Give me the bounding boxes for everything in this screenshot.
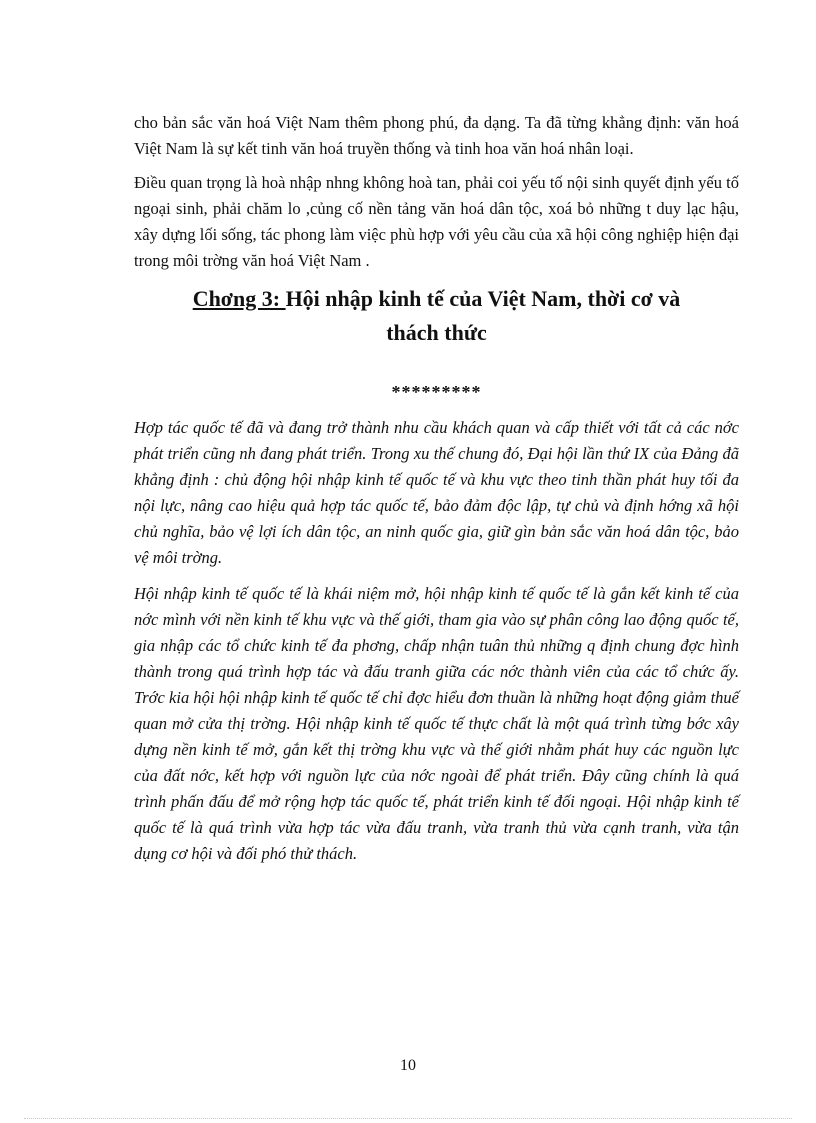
chapter-heading [134,282,739,350]
chapter-label: Chơng 3: [192,286,286,311]
page-content [134,110,739,877]
chapter-title-line-2: thách thức [386,320,487,345]
section-separator: ********* [391,382,482,402]
chapter-title-line-1: Hội nhập kinh tế của Việt Nam, thời cơ và [285,286,681,311]
page-number: 10 [400,1057,416,1074]
intro-paragraph-2: Điều quan trọng là hoà nhập nhng không hoà tan, phải coi yếu tố nội sinh quyết định yếu tố ngoại sinh, phải chăm lo ,củng cố nền tảng văn hoá dân tộc, xoá bỏ những t duy lạc hậu, xây dựng lối sống, tác phong làm việc phù hợp với yêu cầu của xã hội công nghiệp hiện đại trong môi trờng văn hoá Việt Nam . [134,173,739,270]
body-paragraph-2: Hội nhập kinh tế quốc tế là khái niệm mở, hội nhập kinh tế quốc tế là gắn kết kinh tế của nớc mình với nền kinh tế khu vực và thế giới, tham gia vào sự phân công lao động quốc tế, gia nhập các tổ chức kinh tế đa phơng, chấp nhận tuân thủ những q định chung đợc hình thành trong quá trình hợp tác và đấu tranh giữa các nớc thành viên của các tổ chức ấy. Trớc kia hội hội nhập kinh tế quốc tế chỉ đợc hiểu đơn thuần là những hoạt động giảm thuế quan mở cửa thị trờng. Hội nhập kinh tế quốc tế thực chất là một quá trình từng bớc xây dựng nền kinh tế mở, gắn kết thị trờng khu vực và thế giới nhằm phát huy các nguồn lực của đất nớc, kết hợp với nguồn lực của nớc ngoài để phát triển. Đây cũng chính là quá trình phấn đấu để mở rộng hợp tác quốc tế, phát triển kinh tế đối ngoại. Hội nhập kinh tế quốc tế là quá trình vừa hợp tác vừa đấu tranh, vừa tranh thủ vừa cạnh tranh, vừa tận dụng cơ hội và đối phó thử thách. [134,584,739,863]
page-bottom-divider [24,1118,792,1119]
chapter-heading-line-1 [134,282,739,316]
intro-paragraph-1: cho bản sắc văn hoá Việt Nam thêm phong phú, đa dạng. Ta đã từng khẳng định: văn hoá Việt Nam là sự kết tinh văn hoá truyền thống và tinh hoa văn hoá nhân loại. [134,113,739,158]
body-paragraph-1: Hợp tác quốc tế đã và đang trở thành nhu cầu khách quan và cấp thiết với tất cả các nớc phát triển cũng nh đang phát triển. Trong xu thế chung đó, Đại hội lần thứ IX của Đảng đã khẳng định : chủ động hội nhập kinh tế quốc tế và khu vực theo tinh thần phát huy tối đa nội lực, nâng cao hiệu quả hợp tác quốc tế, bảo đảm độc lập, tự chủ và định hớng xã hội chủ nghĩa, bảo vệ lợi ích dân tộc, an ninh quốc gia, giữ gìn bản sắc văn hoá dân tộc, bảo vệ môi trờng. [134,418,739,567]
